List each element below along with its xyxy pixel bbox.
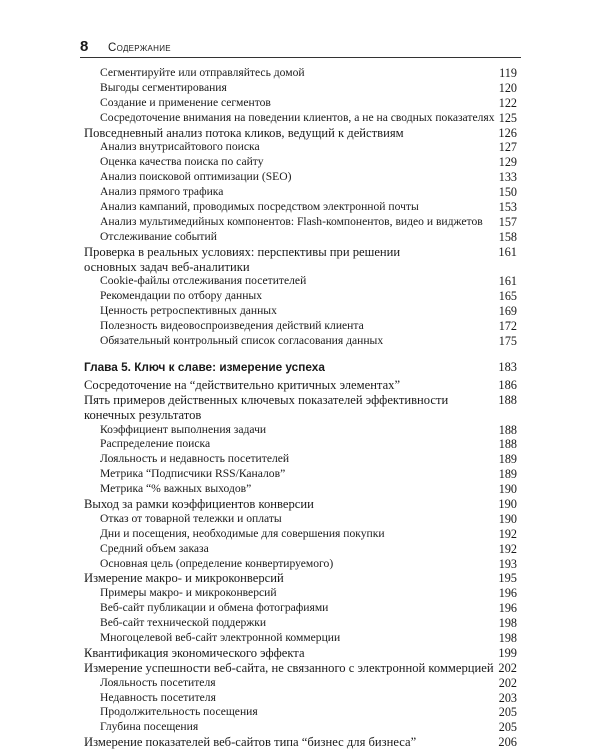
toc-entry-page: 188: [498, 422, 517, 437]
toc-entry-title: Анализ прямого трафика: [100, 185, 224, 199]
toc-entry-page: 127: [498, 140, 517, 155]
toc-subsection: [84, 676, 517, 691]
toc-entry-page: 122: [498, 95, 517, 110]
toc-entry-page: 183: [498, 359, 517, 374]
toc-entry-title: Сосредоточение на “действительно критичных элементах”: [84, 377, 401, 392]
toc-subsection: [84, 155, 517, 170]
toc-entry-title: Анализ внутрисайтового поиска: [100, 140, 260, 154]
toc-entry-page: 205: [498, 705, 517, 720]
toc-entry-title: Сосредоточение внимания на поведении клиентов, а не на сводных показателях: [100, 110, 495, 124]
toc-entry-title: Глава 5. Ключ к славе: измерение успеха: [84, 359, 325, 374]
toc-entry-page: 129: [498, 155, 517, 170]
toc-entry-page: 190: [498, 482, 517, 497]
toc-subsection: [84, 170, 517, 185]
toc-section: [84, 245, 517, 275]
toc-subsection: [84, 274, 517, 289]
toc-entry-page: 193: [498, 556, 517, 571]
toc-subsection: [84, 319, 517, 334]
toc-subsection: [84, 586, 517, 601]
toc-subsection: [84, 482, 517, 497]
toc-entry-title: Продолжительность посещения: [100, 705, 258, 719]
toc-subsection: [84, 423, 517, 438]
toc-entry-title: Метрика “Подписчики RSS/Каналов”: [100, 467, 286, 481]
toc-section: [84, 571, 517, 586]
toc-entry-title: Глубина посещения: [100, 720, 199, 734]
toc-entry-title: Повседневный анализ потока кликов, ведущий к действиям: [84, 125, 404, 140]
toc-entry-page: 189: [498, 467, 517, 482]
toc-entry-title: Средний объем заказа: [100, 541, 209, 555]
toc-entry-title: Сегментируйте или отправляйтесь домой: [100, 66, 305, 79]
page-number: 8: [80, 38, 89, 55]
toc-entry-title: Квантификация экономического эффекта: [84, 645, 305, 660]
toc-subsection: [84, 467, 517, 482]
toc-entry-page: 196: [498, 586, 517, 601]
toc-subsection: [84, 557, 517, 572]
toc-entry-page: 120: [498, 80, 517, 95]
toc-entry-title: Отслеживание событий: [100, 229, 217, 243]
toc-entry-title: Cookie-файлы отслеживания посетителей: [100, 274, 307, 288]
toc-subsection: [84, 185, 517, 200]
toc-subsection: [84, 289, 517, 304]
toc-chapter: [84, 360, 517, 375]
toc-entry-title: Измерение макро- и микроконверсий: [84, 571, 284, 586]
toc-entry-page: 188: [498, 437, 517, 452]
toc-subsection: [84, 140, 517, 155]
toc-entry-title: Недавность посетителя: [100, 690, 216, 704]
toc-entry-page: 199: [498, 645, 517, 660]
toc-subsection: [84, 705, 517, 720]
toc-entry-page: 158: [498, 229, 517, 244]
toc-entry-title: Выгоды сегментирования: [100, 80, 227, 94]
toc-entry-title: Измерение успешности веб-сайта, не связанного с электронной коммерцией: [84, 660, 494, 675]
toc-entry-page: 195: [498, 571, 517, 586]
toc-subsection: [84, 200, 517, 215]
toc-entry-page: 169: [498, 304, 517, 319]
toc-entry-page: 203: [498, 690, 517, 705]
toc-entry-title: Выход за рамки коэффициентов конверсии: [84, 496, 314, 511]
toc-subsection: [84, 542, 517, 557]
toc-entry-title: Пять примеров действенных ключевых показателей эффективности конечных результатов: [84, 392, 449, 422]
toc-entry-title: Анализ кампаний, проводимых посредством электронной почты: [100, 200, 419, 214]
toc-section: [84, 393, 517, 423]
toc-entry-page: 190: [498, 496, 517, 511]
toc-entry-page: 188: [498, 392, 517, 407]
toc-entry-page: 175: [498, 334, 517, 349]
toc-entry-page: 186: [498, 377, 517, 392]
toc-entry-page: 202: [498, 675, 517, 690]
toc-section: [84, 661, 517, 676]
toc-section: [84, 646, 517, 661]
toc-entry-page: 161: [498, 274, 517, 289]
toc-entry-page: 126: [498, 125, 517, 140]
toc-subsection: [84, 616, 517, 631]
toc-entry-page: 189: [498, 452, 517, 467]
toc-subsection: [84, 96, 517, 111]
toc-entry-title: Примеры макро- и микроконверсий: [100, 586, 277, 600]
toc-entry-title: Ценность ретроспективных данных: [100, 304, 277, 318]
page-header: [80, 38, 521, 58]
toc-entry-page: 119: [499, 66, 517, 80]
toc-section: [84, 126, 517, 141]
toc-subsection: [84, 601, 517, 616]
toc-entry-title: Создание и применение сегментов: [100, 95, 271, 109]
toc-entry-title: Оценка качества поиска по сайту: [100, 155, 264, 169]
toc-subsection: [84, 111, 517, 126]
toc-subsection: [84, 631, 517, 646]
toc-subsection: [84, 81, 517, 96]
toc-entry-title: Веб-сайт публикации и обмена фотографиями: [100, 601, 329, 615]
toc-entry-title: Коэффициент выполнения задачи: [100, 422, 267, 436]
toc-subsection: [84, 230, 517, 245]
toc-subsection: [84, 452, 517, 467]
toc-entry-title: Дни и посещения, необходимые для совершения покупки: [100, 526, 385, 540]
toc-entry-title: Отказ от товарной тележки и оплаты: [100, 511, 282, 525]
toc-entry-page: 190: [498, 511, 517, 526]
toc-entry-title: Полезность видеовоспроизведения действий клиента: [100, 319, 364, 333]
toc-subsection: [84, 512, 517, 527]
toc-subsection: [84, 437, 517, 452]
toc-subsection: [84, 720, 517, 735]
toc-subsection: [84, 691, 517, 706]
toc-subsection: [84, 304, 517, 319]
toc-entry-title: Метрика “% важных выходов”: [100, 482, 252, 496]
toc-entry-page: 202: [498, 660, 517, 675]
toc-section: [84, 378, 517, 393]
toc-entry-page: 196: [498, 601, 517, 616]
toc-entry-page: 125: [498, 110, 517, 125]
toc-entry-page: 153: [498, 200, 517, 215]
toc-entry-title: Измерение показателей веб-сайтов типа “бизнес для бизнеса”: [84, 735, 417, 750]
toc-entry-title: Анализ поисковой оптимизации (SEO): [100, 170, 292, 184]
toc-entry-title: Лояльность посетителя: [100, 675, 216, 689]
toc-section: [84, 497, 517, 512]
toc-entry-page: 192: [498, 541, 517, 556]
table-of-contents: [84, 66, 517, 750]
toc-entry-page: 206: [498, 735, 517, 750]
toc-section: [84, 735, 517, 750]
running-title: Содержание: [108, 42, 171, 54]
toc-entry-title: Рекомендации по отбору данных: [100, 289, 262, 303]
toc-subsection: [84, 215, 517, 230]
toc-entry-page: 205: [498, 720, 517, 735]
toc-entry-title: Многоцелевой веб-сайт электронной коммерции: [100, 630, 341, 644]
toc-entry-page: 165: [498, 289, 517, 304]
toc-entry-page: 133: [498, 170, 517, 185]
toc-entry-page: 157: [498, 214, 517, 229]
header-rule: [80, 57, 521, 58]
toc-subsection: [84, 334, 517, 349]
toc-entry-page: 150: [498, 185, 517, 200]
toc-entry-title: Распределение поиска: [100, 437, 211, 451]
toc-entry-page: 172: [498, 319, 517, 334]
toc-entry-page: 161: [498, 244, 517, 259]
toc-entry-title: Проверка в реальных условиях: перспективы при решении основных задач веб-аналитики: [84, 244, 401, 274]
toc-entry-page: 198: [498, 630, 517, 645]
toc-entry-title: Веб-сайт технической поддержки: [100, 616, 267, 630]
toc-entry-title: Лояльность и недавность посетителей: [100, 452, 290, 466]
toc-subsection: [84, 527, 517, 542]
toc-entry-title: Обязательный контрольный список согласования данных: [100, 334, 384, 348]
toc-entry-page: 198: [498, 616, 517, 631]
toc-entry-title: Анализ мультимедийных компонентов: Flash-компонентов, видео и виджетов: [100, 214, 483, 228]
toc-subsection: [84, 66, 517, 81]
toc-entry-page: 192: [498, 526, 517, 541]
toc-entry-title: Основная цель (определение конвертируемого): [100, 556, 334, 570]
